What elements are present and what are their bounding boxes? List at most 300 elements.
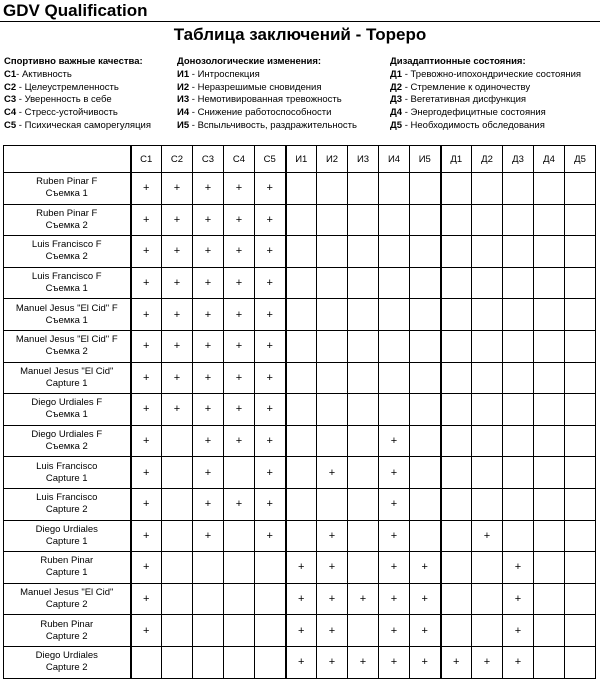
mark-cell: [348, 425, 379, 457]
mark-cell: [441, 267, 472, 299]
legend-text: Целеустремленность: [24, 81, 119, 93]
subject-name: Manuel Jesus "El Cid" F: [15, 334, 118, 346]
table-row: [4, 267, 596, 299]
legend-text: Психическая саморегуляция: [24, 119, 151, 131]
legend-item: [390, 107, 581, 120]
mark-cell: +: [193, 457, 224, 489]
mark-cell: +: [255, 520, 286, 552]
mark-cell: +: [410, 646, 441, 678]
mark-cell: [286, 236, 317, 268]
legend-text: Активность: [21, 68, 72, 80]
mark-cell: [410, 267, 441, 299]
mark-cell: [286, 394, 317, 426]
mark-cell: [162, 520, 193, 552]
mark-cell: [472, 425, 503, 457]
subject-cell: [4, 615, 131, 647]
mark-cell: [565, 520, 596, 552]
mark-cell: [534, 236, 565, 268]
mark-cell: +: [286, 646, 317, 678]
mark-cell: +: [255, 362, 286, 394]
mark-cell: [379, 330, 410, 362]
legend-separator: -: [16, 68, 22, 80]
mark-cell: [317, 173, 348, 205]
mark-cell: [162, 552, 193, 584]
mark-cell: [441, 520, 472, 552]
column-header: С5: [255, 146, 286, 173]
mark-cell: +: [379, 520, 410, 552]
mark-cell: +: [255, 299, 286, 331]
mark-cell: +: [193, 520, 224, 552]
legend-item: [177, 69, 357, 82]
column-header: С1: [131, 146, 162, 173]
mark-cell: +: [317, 552, 348, 584]
mark-cell: [534, 615, 565, 647]
mark-cell: [224, 520, 255, 552]
mark-cell: +: [255, 236, 286, 268]
table-row: [4, 552, 596, 584]
mark-cell: +: [317, 457, 348, 489]
mark-cell: [131, 646, 162, 678]
subject-name: Manuel Jesus "El Cid" F: [15, 302, 118, 314]
subject-name: Diego Urdiales F: [31, 429, 103, 441]
legend-code: Д1: [390, 68, 403, 80]
mark-cell: [565, 236, 596, 268]
session-label: Capture 1: [45, 535, 88, 547]
legend-separator: -: [16, 94, 25, 106]
mark-cell: [286, 299, 317, 331]
mark-cell: +: [286, 583, 317, 615]
mark-cell: [379, 267, 410, 299]
mark-cell: [162, 425, 193, 457]
column-header: С3: [193, 146, 224, 173]
mark-cell: +: [193, 425, 224, 457]
document-title: GDV Qualification: [3, 1, 148, 20]
mark-cell: [255, 552, 286, 584]
mark-cell: [317, 204, 348, 236]
mark-cell: [565, 362, 596, 394]
column-header: С2: [162, 146, 193, 173]
mark-cell: [224, 583, 255, 615]
legend-code: С4: [4, 107, 17, 119]
mark-cell: +: [193, 394, 224, 426]
mark-cell: [410, 330, 441, 362]
mark-cell: [348, 204, 379, 236]
mark-cell: [162, 615, 193, 647]
mark-cell: [503, 394, 534, 426]
legend-title: Спортивно важные качества:: [4, 56, 143, 67]
mark-cell: [472, 267, 503, 299]
mark-cell: +: [255, 457, 286, 489]
mark-cell: +: [131, 204, 162, 236]
mark-cell: +: [193, 267, 224, 299]
mark-cell: [317, 425, 348, 457]
legend-text: Уверенность в себе: [24, 94, 112, 106]
mark-cell: [286, 204, 317, 236]
mark-cell: +: [162, 204, 193, 236]
mark-cell: [379, 204, 410, 236]
mark-cell: [162, 583, 193, 615]
mark-cell: [224, 552, 255, 584]
mark-cell: [534, 330, 565, 362]
mark-cell: [534, 457, 565, 489]
session-label: Съемка 2: [45, 219, 88, 231]
legend-title: Донозологические изменения:: [177, 56, 322, 67]
column-header: Д2: [472, 146, 503, 173]
mark-cell: [410, 488, 441, 520]
legend-code: И5: [177, 119, 190, 131]
subject-cell: [4, 299, 131, 331]
mark-cell: [441, 552, 472, 584]
mark-cell: +: [472, 520, 503, 552]
session-label: Съемка 2: [45, 251, 88, 263]
mark-cell: +: [348, 646, 379, 678]
legend-separator: -: [16, 81, 25, 93]
mark-cell: [441, 583, 472, 615]
mark-cell: +: [193, 204, 224, 236]
mark-cell: [317, 236, 348, 268]
mark-cell: [534, 267, 565, 299]
mark-cell: +: [255, 330, 286, 362]
mark-cell: +: [379, 615, 410, 647]
mark-cell: [472, 583, 503, 615]
table-row: [4, 173, 596, 205]
mark-cell: +: [131, 583, 162, 615]
mark-cell: [162, 646, 193, 678]
legend-separator: -: [16, 119, 25, 131]
mark-cell: [441, 204, 472, 236]
mark-cell: [193, 583, 224, 615]
mark-cell: [348, 615, 379, 647]
mark-cell: [503, 520, 534, 552]
table-row: [4, 520, 596, 552]
mark-cell: [348, 520, 379, 552]
legend-text: Энергодефицитные состояния: [410, 107, 546, 119]
subject-name: Luis Francisco: [36, 460, 98, 472]
mark-cell: [565, 583, 596, 615]
column-header: И1: [286, 146, 317, 173]
session-label: Съемка 2: [45, 346, 88, 358]
mark-cell: +: [503, 646, 534, 678]
mark-cell: +: [131, 299, 162, 331]
legend-code: Д2: [390, 81, 403, 93]
column-header: И4: [379, 146, 410, 173]
table-row: [4, 330, 596, 362]
mark-cell: [286, 425, 317, 457]
mark-cell: [286, 267, 317, 299]
mark-cell: [565, 457, 596, 489]
legend-separator: -: [402, 107, 411, 119]
title-divider: [0, 21, 600, 22]
mark-cell: [534, 362, 565, 394]
legend-separator: -: [189, 68, 198, 80]
legend-separator: -: [189, 94, 198, 106]
mark-cell: [379, 299, 410, 331]
mark-cell: +: [224, 267, 255, 299]
legend-item: [390, 69, 581, 82]
subject-cell: [4, 267, 131, 299]
mark-cell: [224, 615, 255, 647]
legend-item: [390, 120, 581, 133]
mark-cell: +: [131, 173, 162, 205]
column-header: Д1: [441, 146, 472, 173]
subject-cell: [4, 394, 131, 426]
mark-cell: [193, 552, 224, 584]
legend-sport-qualities: [4, 56, 151, 133]
legend-text: Вегетативная дисфункция: [410, 94, 527, 106]
corner-cell: [4, 146, 131, 173]
mark-cell: [410, 204, 441, 236]
mark-cell: [379, 362, 410, 394]
mark-cell: +: [317, 583, 348, 615]
mark-cell: [224, 646, 255, 678]
session-label: Capture 1: [45, 377, 88, 389]
legend-code: Д4: [390, 107, 403, 119]
session-label: Съемка 2: [45, 441, 88, 453]
mark-cell: [534, 583, 565, 615]
mark-cell: [348, 173, 379, 205]
legend-item: [4, 82, 151, 95]
mark-cell: [255, 615, 286, 647]
mark-cell: [565, 646, 596, 678]
mark-cell: [317, 394, 348, 426]
mark-cell: [503, 267, 534, 299]
mark-cell: [348, 457, 379, 489]
table-row: [4, 425, 596, 457]
subject-name: Manuel Jesus "El Cid": [20, 365, 114, 377]
mark-cell: [162, 457, 193, 489]
column-header: Д3: [503, 146, 534, 173]
subject-name: Luis Francisco: [36, 492, 98, 504]
legend-text: Необходимость обследования: [410, 119, 545, 131]
mark-cell: [317, 330, 348, 362]
mark-cell: [379, 394, 410, 426]
mark-cell: [503, 236, 534, 268]
subject-cell: [4, 362, 131, 394]
session-label: Capture 2: [45, 599, 88, 611]
mark-cell: [286, 457, 317, 489]
mark-cell: +: [131, 552, 162, 584]
mark-cell: +: [503, 552, 534, 584]
mark-cell: [410, 362, 441, 394]
mark-cell: +: [224, 330, 255, 362]
mark-cell: [317, 488, 348, 520]
mark-cell: [348, 330, 379, 362]
mark-cell: [255, 583, 286, 615]
table-row: [4, 362, 596, 394]
mark-cell: [472, 488, 503, 520]
mark-cell: [286, 173, 317, 205]
column-header: Д5: [565, 146, 596, 173]
mark-cell: [379, 173, 410, 205]
mark-cell: [317, 267, 348, 299]
legend-item: [177, 94, 357, 107]
legend-code: С1: [4, 68, 17, 80]
mark-cell: +: [193, 236, 224, 268]
mark-cell: +: [379, 552, 410, 584]
mark-cell: +: [131, 236, 162, 268]
mark-cell: [534, 520, 565, 552]
mark-cell: +: [255, 394, 286, 426]
mark-cell: [348, 299, 379, 331]
legend-text: Снижение работоспособности: [197, 107, 332, 119]
mark-cell: +: [255, 267, 286, 299]
legend-separator: -: [402, 119, 411, 131]
mark-cell: [441, 330, 472, 362]
legend-code: С3: [4, 94, 17, 106]
mark-cell: [348, 362, 379, 394]
mark-cell: [410, 394, 441, 426]
conclusions-table: [3, 145, 596, 679]
mark-cell: +: [224, 204, 255, 236]
mark-cell: [472, 173, 503, 205]
column-header: Д4: [534, 146, 565, 173]
mark-cell: +: [162, 330, 193, 362]
mark-cell: [534, 204, 565, 236]
legend-item: [4, 107, 151, 120]
legend-prenosological-changes: [177, 56, 357, 133]
legend-text: Интроспекция: [197, 68, 260, 80]
subject-name: Ruben Pinar F: [36, 207, 98, 219]
mark-cell: [565, 204, 596, 236]
session-label: Capture 2: [45, 662, 88, 674]
mark-cell: +: [255, 204, 286, 236]
mark-cell: +: [162, 299, 193, 331]
legend-item: [177, 107, 357, 120]
table-row: [4, 236, 596, 268]
mark-cell: +: [224, 362, 255, 394]
mark-cell: [472, 457, 503, 489]
mark-cell: [565, 615, 596, 647]
mark-cell: +: [131, 488, 162, 520]
mark-cell: +: [193, 362, 224, 394]
mark-cell: [472, 394, 503, 426]
mark-cell: [317, 362, 348, 394]
mark-cell: [565, 267, 596, 299]
subject-name: Luis Francisco F: [31, 239, 102, 251]
mark-cell: [472, 236, 503, 268]
column-header: С4: [224, 146, 255, 173]
mark-cell: [472, 299, 503, 331]
mark-cell: [503, 362, 534, 394]
mark-cell: +: [131, 330, 162, 362]
legend-separator: -: [402, 81, 411, 93]
mark-cell: +: [162, 267, 193, 299]
mark-cell: +: [348, 583, 379, 615]
mark-cell: +: [224, 236, 255, 268]
subject-cell: [4, 488, 131, 520]
mark-cell: [534, 173, 565, 205]
table-row: [4, 204, 596, 236]
mark-cell: +: [131, 520, 162, 552]
subject-name: Diego Urdiales F: [31, 397, 103, 409]
mark-cell: [565, 425, 596, 457]
mark-cell: +: [193, 330, 224, 362]
mark-cell: +: [131, 425, 162, 457]
mark-cell: [503, 299, 534, 331]
mark-cell: [441, 457, 472, 489]
mark-cell: [503, 457, 534, 489]
mark-cell: +: [162, 394, 193, 426]
mark-cell: [379, 236, 410, 268]
mark-cell: [441, 425, 472, 457]
mark-cell: [193, 646, 224, 678]
mark-cell: [534, 552, 565, 584]
legend-text: Неразрешимые сновидения: [197, 81, 322, 93]
mark-cell: [348, 488, 379, 520]
mark-cell: [441, 394, 472, 426]
mark-cell: [534, 299, 565, 331]
subject-name: Ruben Pinar F: [36, 176, 98, 188]
subject-cell: [4, 236, 131, 268]
legend-text: Тревожно-ипохондрические состояния: [410, 68, 582, 80]
mark-cell: [193, 615, 224, 647]
legend-title: Дизадаптионные состояния:: [390, 56, 526, 67]
legend-text: Стремление к одиночеству: [410, 81, 531, 93]
session-label: Съемка 1: [45, 188, 88, 200]
subject-name: Ruben Pinar: [40, 555, 94, 567]
mark-cell: [503, 425, 534, 457]
legend-code: И4: [177, 107, 190, 119]
session-label: Съемка 1: [45, 283, 88, 295]
mark-cell: +: [503, 583, 534, 615]
subject-cell: [4, 425, 131, 457]
mark-cell: [534, 488, 565, 520]
mark-cell: [441, 173, 472, 205]
mark-cell: [317, 299, 348, 331]
mark-cell: +: [255, 425, 286, 457]
table-row: [4, 299, 596, 331]
mark-cell: +: [193, 488, 224, 520]
mark-cell: [441, 488, 472, 520]
mark-cell: [286, 488, 317, 520]
mark-cell: [441, 362, 472, 394]
mark-cell: [534, 394, 565, 426]
legend-code: И2: [177, 81, 190, 93]
legend-item: [4, 94, 151, 107]
mark-cell: +: [131, 394, 162, 426]
mark-cell: +: [441, 646, 472, 678]
legend-separator: -: [189, 107, 198, 119]
legend-code: Д3: [390, 94, 403, 106]
mark-cell: +: [503, 615, 534, 647]
legend-item: [177, 120, 357, 133]
legend-code: И3: [177, 94, 190, 106]
mark-cell: [255, 646, 286, 678]
session-label: Capture 1: [45, 567, 88, 579]
mark-cell: [224, 457, 255, 489]
mark-cell: +: [255, 488, 286, 520]
legend-text: Стресс-устойчивость: [24, 107, 118, 119]
mark-cell: [410, 520, 441, 552]
mark-cell: [410, 173, 441, 205]
mark-cell: [162, 488, 193, 520]
subject-cell: [4, 583, 131, 615]
mark-cell: [503, 204, 534, 236]
mark-cell: [441, 299, 472, 331]
legend-item: [4, 69, 151, 82]
mark-cell: [565, 299, 596, 331]
mark-cell: [565, 173, 596, 205]
mark-cell: [472, 552, 503, 584]
legend-item: [177, 82, 357, 95]
mark-cell: +: [131, 457, 162, 489]
table-title: Таблица заключений - Тореро: [173, 25, 427, 44]
mark-cell: [286, 330, 317, 362]
mark-cell: +: [317, 646, 348, 678]
mark-cell: [565, 552, 596, 584]
legend-text: Немотивированная тревожность: [197, 94, 342, 106]
mark-cell: [441, 615, 472, 647]
